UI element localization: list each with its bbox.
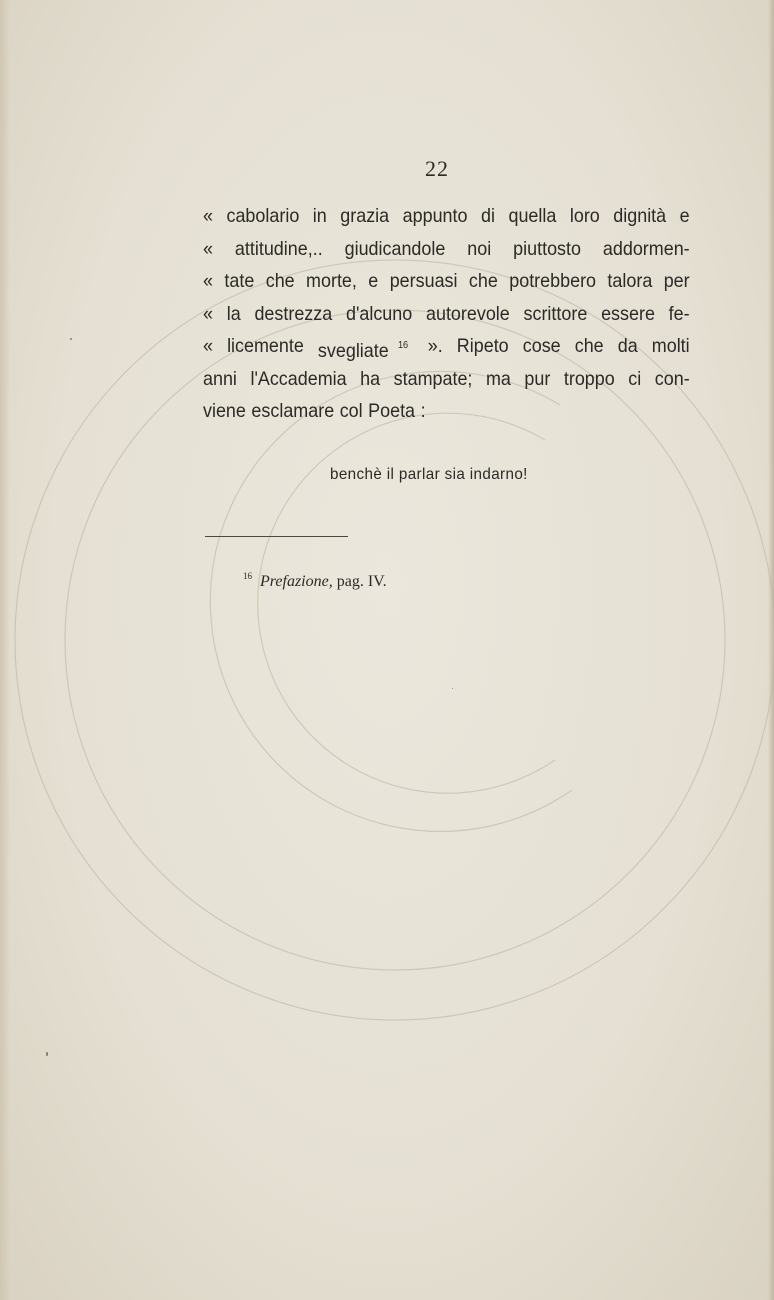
word: ci — [628, 367, 642, 390]
footnote-reference: pag. IV. — [336, 573, 387, 590]
footnote — [243, 571, 387, 591]
word: con- — [654, 367, 690, 390]
word: stampate; — [393, 367, 473, 390]
word: tate — [224, 270, 255, 292]
footnote-mark: 16 — [243, 571, 252, 581]
paper-speck — [46, 1052, 48, 1056]
word: « — [203, 270, 213, 292]
footnote-ref: 16 — [397, 340, 409, 351]
word: molti — [651, 335, 690, 357]
word: autorevole — [425, 302, 510, 325]
word: cose — [522, 335, 561, 357]
footnote-title: Prefazione, — [260, 573, 333, 590]
word: giudicandole — [344, 237, 446, 260]
word: Poeta — [368, 400, 416, 422]
word: e — [368, 270, 379, 292]
text-line — [203, 265, 690, 298]
word: d'alcuno — [345, 302, 413, 325]
word: esclamare — [251, 400, 335, 422]
word: svegliate — [317, 340, 389, 362]
word: di — [480, 205, 495, 227]
word: ma — [485, 367, 511, 390]
word: l'Accademia — [250, 367, 347, 390]
word: che — [468, 270, 498, 292]
text-line — [203, 395, 690, 428]
word: dignità — [613, 205, 667, 227]
word: « — [203, 335, 213, 357]
word: che — [265, 270, 295, 292]
paper-speck — [452, 688, 453, 689]
word: piuttosto — [513, 237, 581, 260]
poetic-quote: benchè il parlar sia indarno! — [330, 466, 528, 483]
text-line — [203, 200, 690, 233]
word: viene — [203, 400, 246, 422]
word: ha — [360, 367, 381, 390]
text-line — [203, 298, 690, 331]
word: da — [617, 335, 638, 357]
word: addormen- — [602, 237, 690, 260]
word: morte, — [306, 270, 357, 292]
word: troppo — [563, 367, 615, 390]
paper-speck — [70, 338, 72, 340]
word: attitudine,.. — [234, 237, 323, 260]
word: destrezza — [254, 302, 333, 325]
word: licemente — [227, 335, 304, 357]
word: anni — [203, 367, 237, 390]
word: « — [203, 302, 213, 325]
word: in — [312, 205, 327, 227]
word: grazia — [340, 205, 390, 227]
word: quella — [508, 205, 557, 227]
word: che — [574, 335, 604, 357]
word: fe- — [668, 302, 690, 325]
word: la — [226, 302, 241, 325]
text-line — [203, 330, 690, 363]
word: col — [339, 400, 363, 422]
word: cabolario — [226, 205, 300, 227]
word-with-footnote-ref — [318, 330, 414, 363]
word: per — [663, 270, 690, 292]
word: e — [679, 205, 690, 227]
word: « — [203, 237, 213, 260]
word: loro — [569, 205, 600, 227]
page-edge-right — [768, 0, 774, 1300]
word: noi — [467, 237, 492, 260]
word: scrittore — [523, 302, 588, 325]
word: : — [420, 400, 426, 422]
word: « — [203, 205, 213, 227]
word: talora — [607, 270, 653, 292]
word: appunto — [402, 205, 468, 227]
page-edge-left — [0, 0, 10, 1300]
page-number: 22 — [425, 156, 449, 181]
word: pur — [524, 367, 551, 390]
word: potrebbero — [509, 270, 597, 292]
word: essere — [601, 302, 655, 325]
word: ». — [427, 335, 443, 357]
word: Ripeto — [456, 335, 509, 357]
body-text — [203, 200, 690, 428]
text-line — [203, 363, 690, 396]
word: persuasi — [389, 270, 458, 292]
text-line — [203, 233, 690, 266]
footnote-rule — [205, 536, 348, 537]
